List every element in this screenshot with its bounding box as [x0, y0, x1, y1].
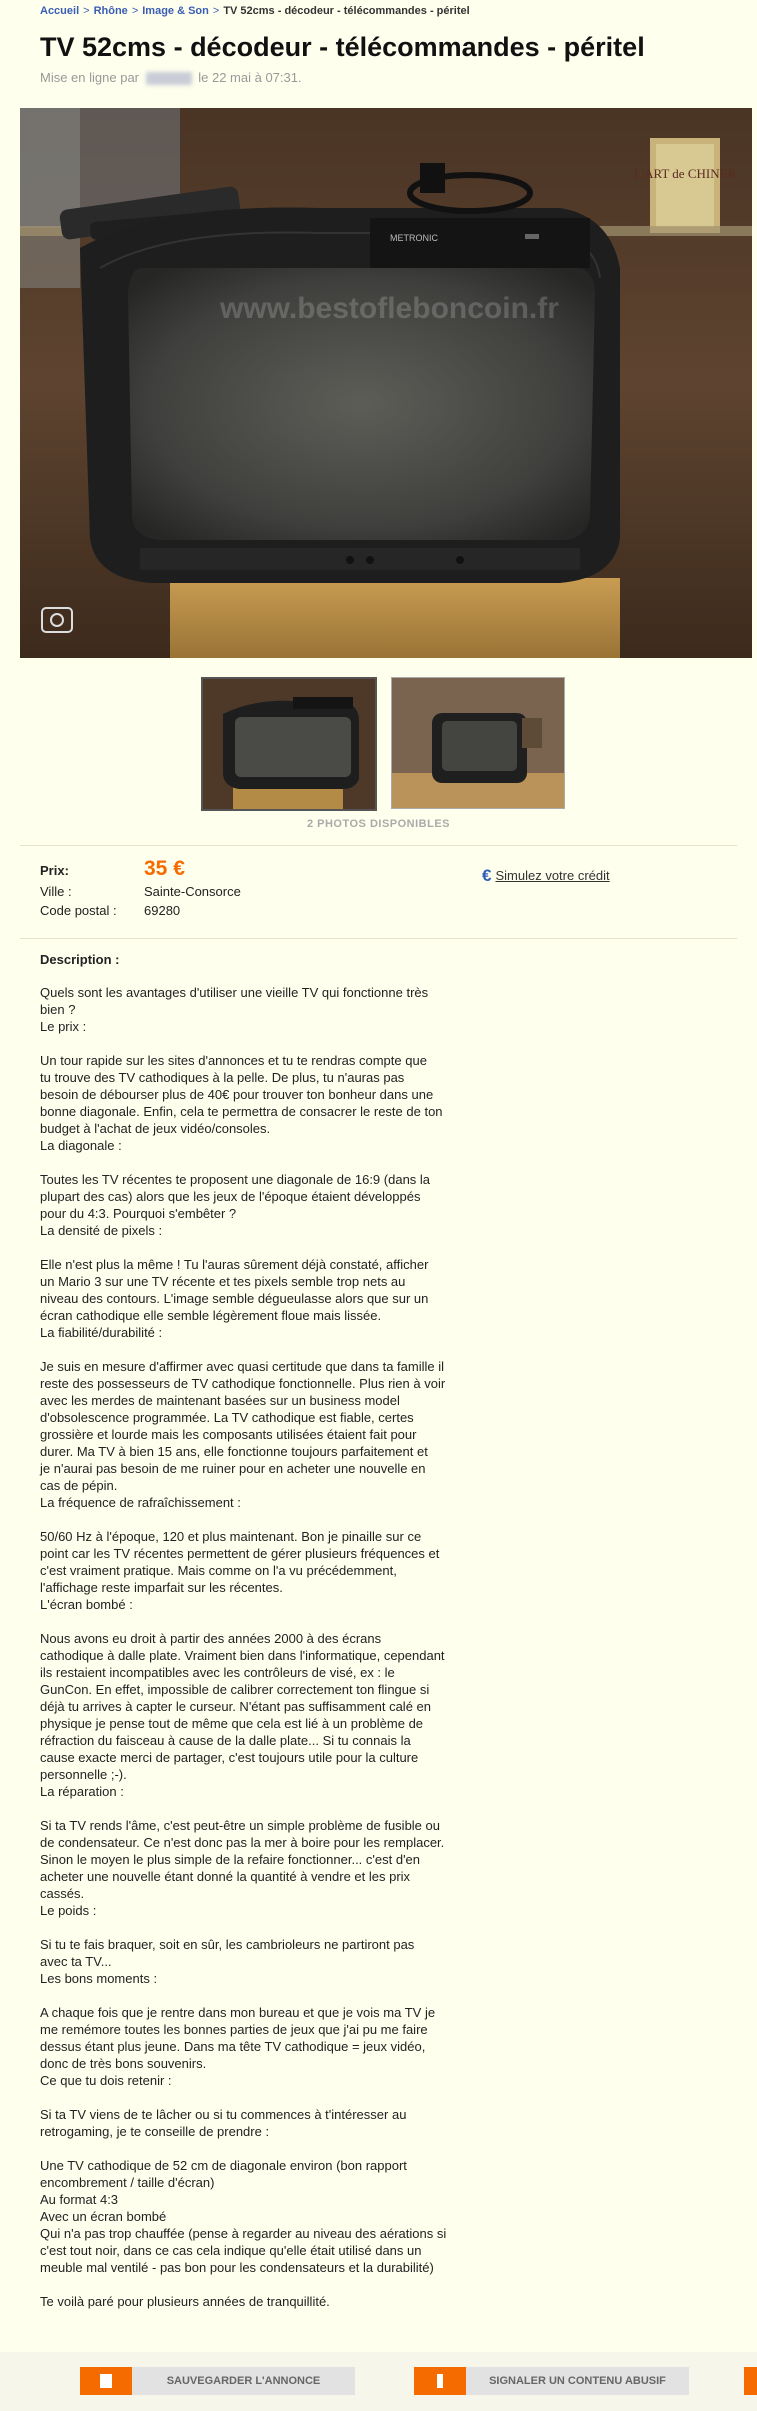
euro-icon: € — [482, 866, 492, 885]
breadcrumb-category-link[interactable]: Image & Son — [142, 5, 209, 17]
zip-value: 69280 — [144, 903, 181, 918]
price-label: Prix: — [40, 863, 69, 878]
city-label: Ville : — [40, 884, 72, 899]
breadcrumb-separator: > — [131, 5, 139, 17]
tv-photo-illustration — [20, 108, 752, 658]
credit-link-text: Simulez votre crédit — [495, 868, 610, 883]
thumbnail-1-image — [203, 679, 375, 809]
alert-icon — [414, 2367, 466, 2395]
posted-info — [40, 70, 302, 85]
save-icon — [80, 2367, 132, 2395]
report-abuse-label: SIGNALER UN CONTENU ABUSIF — [466, 2367, 689, 2395]
zip-label: Code postal : — [40, 903, 117, 918]
credit-simulator-link[interactable] — [482, 866, 610, 886]
page-title: TV 52cms - décodeur - télécommandes - péritel — [40, 32, 645, 62]
watermark: www.bestofleboncoin.fr — [220, 292, 559, 325]
decoder-brand-text: METRONIC — [390, 233, 438, 243]
thumbnail-2-image — [392, 678, 564, 808]
divider — [20, 938, 737, 939]
book-cover-text: L'ART de CHINER — [633, 166, 737, 181]
seller-name-blurred — [146, 72, 192, 85]
price-value: 35 € — [144, 857, 185, 880]
photos-count: 2 PHOTOS DISPONIBLES — [306, 818, 451, 830]
posted-prefix: Mise en ligne par — [40, 70, 139, 85]
breadcrumb-home-link[interactable]: Accueil — [40, 5, 80, 17]
city-value: Sainte-Consorce — [144, 884, 241, 899]
main-photo[interactable] — [20, 108, 752, 658]
breadcrumb-separator: > — [83, 5, 90, 17]
breadcrumb-region-link[interactable]: Rhône — [93, 5, 128, 17]
posted-date: le 22 mai à 07:31. — [198, 70, 302, 85]
thumbnail-2[interactable] — [391, 677, 565, 809]
breadcrumb-current: TV 52cms - décodeur - télécommandes - péritel — [223, 5, 470, 17]
thumbnail-1[interactable] — [201, 677, 377, 811]
description-title: Description : — [40, 952, 120, 967]
partial-action-button[interactable] — [744, 2367, 757, 2395]
breadcrumb — [40, 5, 470, 17]
save-ad-label: SAUVEGARDER L'ANNONCE — [132, 2367, 355, 2395]
divider — [20, 845, 737, 846]
description-body: Quels sont les avantages d'utiliser une vieille TV qui fonctionne très bien ? Le prix : Un tour rapide sur les sites d'annonces et tu te rendras compte que tu trouve des TV cathodiques à la pelle. De plus, tu n'auras pas besoin de débourser plus de 40€ pour trouver ton bonheur dans une bonne diagonale. Enfin, cela te permettra de consacrer le reste de ton budget à l'achat de jeux vidéo/consoles. La diagonale : Toutes les TV récentes te proposent une diagonale de 16:9 (dans la plupart des cas) alors que les jeux de l'époque étaient développés pour du 4:3. Pourquoi s'embêter ? La densité de pixels : Elle n'est plus la même ! Tu l'auras sûrement déjà constaté, afficher un Mario 3 sur une TV récente et tes pixels semble trop nets au niveau des contours. L'image semble dégueulasse alors que sur un écran cathodique elle semble légèrement floue mais lissée. La fiabilité/durabilité : Je suis en mesure d'affirmer avec quasi certitude que dans ta famille il reste des possesseurs de TV cathodique fonctionnelle. Plus rien à voir avec les merdes de maintenant basées sur un business model d'obsolescence programmée. La TV cathodique est fiable, certes grossière et lourde mais les composants utilisées étaient fait pour durer. Ma TV à bien 15 ans, elle fonctionne toujours parfaitement et je n'aurai pas besoin de me ruiner pour en acheter une nouvelle en cas de pépin. La fréquence de rafraîchissement : 50/60 Hz à l'époque, 120 et plus maintenant. Bon je pinaille sur ce point car les TV récentes permettent de gérer plusieurs fréquences et c'est vraiment pratique. Mais comme on l'a vu précédemment, l'affichage reste imparfait sur les récentes. L'écran bombé : Nous avons eu droit à partir des années 2000 à des écrans cathodique à dalle plate. Vraiment bien dans l'informatique, cependant ils restaient incompatibles avec les contrôleurs de visé, ex : le GunCon. En effet, impossible de calibrer correctement ton flingue si déjà tu arrives à capter le curseur. N'étant pas suffisamment calé en physique je pense tout de même que cela est lié à un problème de réfraction du faisceau à cause de la dalle plate... Si tu connais la cause exacte merci de partager, c'est toujours utile pour la culture personnelle ;-). La réparation : Si ta TV rends l'âme, c'est peut-être un simple problème de fusible ou de condensateur. Ce n'est donc pas la mer à boire pour les remplacer. Sinon le moyen le plus simple de la refaire fonctionner... c'est d'en acheter une nouvelle étant donné la quantité à vendre et les prix cassés. Le poids : Si tu te fais braquer, soit en sûr, les cambrioleurs ne partiront pas avec ta TV... Les bons moments : A chaque fois que je rentre dans mon bureau et que je vois ma TV je me remémore toutes les bonnes parties de jeux que j'ai pu me faire dessus étant plus jeune. Dans ma tête TV cathodique = jeux vidéo, donc de très bons souvenirs. Ce que tu dois retenir : Si ta TV viens de te lâcher ou si tu commences à t'intéresser au retrogaming, je te conseille de prendre : Une TV cathodique de 52 cm de diagonale environ (bon rapport encombrement / taille d'écran) Au format 4:3 Avec un écran bombé Qui n'a pas trop chauffée (pense à regarder au niveau des aérations si c'est tout noir, dans ce cas cela indique qu'elle était utilisé dans un meuble mal ventilé - pas bon pour les condensateurs et la durabilité) Te voilà paré pour plusieurs années de tranquillité. — [40, 985, 447, 2309]
breadcrumb-separator: > — [212, 5, 220, 17]
